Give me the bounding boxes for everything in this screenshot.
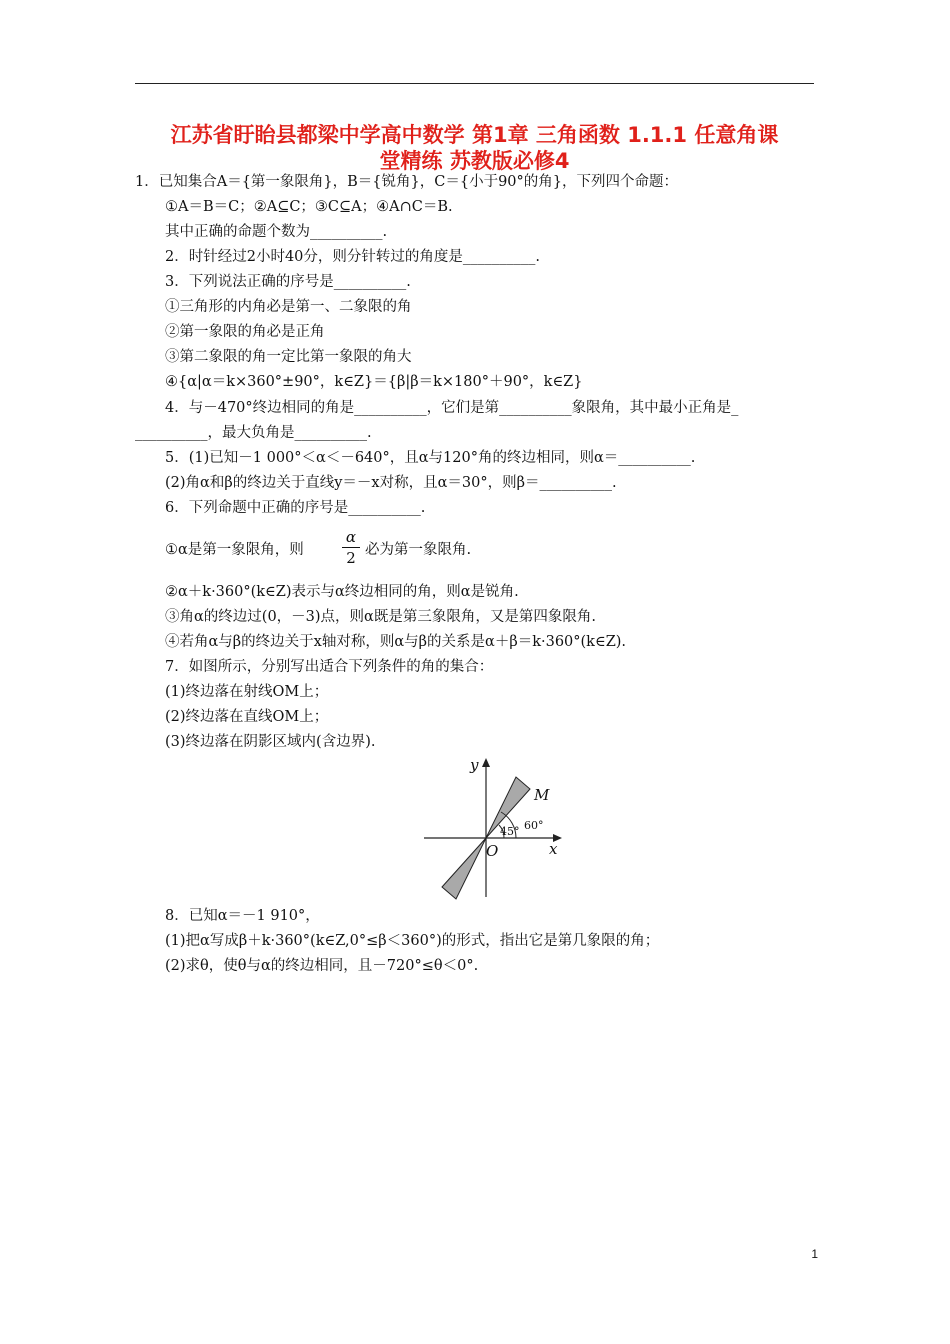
- header-rule: [135, 83, 814, 84]
- q4-stem-continued: __________，最大负角是__________.: [135, 425, 372, 441]
- q4-stem: 4．与－470°终边相同的角是__________，它们是第__________象限角，其中最小正角是_: [165, 400, 739, 416]
- angle-45-label: 45°: [500, 825, 520, 838]
- q8-stem: 8．已知α＝－1 910°，: [165, 908, 320, 924]
- q6-option-3: ③角α的终边过(0，－3)点，则α既是第三象限角，又是第四象限角.: [165, 609, 596, 625]
- q8-part-2: (2)求θ，使θ与α的终边相同，且－720°≤θ＜0°.: [165, 958, 479, 974]
- ray-m-label: M: [534, 786, 550, 804]
- q3-option-3: ③第二象限的角一定比第一象限的角大: [165, 349, 412, 365]
- alpha-over-two-fraction: [340, 528, 362, 567]
- q7-part-2: (2)终边落在直线OM上；: [165, 709, 329, 725]
- q2-stem: 2．时针经过2小时40分，则分针转过的角度是__________.: [165, 249, 541, 265]
- angle-60-label: 60°: [524, 819, 544, 832]
- fraction-bar: [342, 547, 360, 548]
- q6-option-1-end: 必为第一象限角.: [365, 542, 472, 558]
- q8-part-1: (1)把α写成β＋k·360°(k∈Z,0°≤β＜360°)的形式，指出它是第几象限的角；: [165, 933, 660, 949]
- y-axis-arrow-icon: [482, 758, 490, 767]
- q5-part-1: 5．(1)已知－1 000°＜α＜－640°，且α与120°角的终边相同，则α＝__________.: [165, 450, 696, 466]
- q1-propositions: ①A＝B＝C；②A⊆C；③C⊆A；④A∩C＝B.: [165, 199, 453, 215]
- lower-shaded-wedge: [442, 838, 486, 899]
- q1-stem: 1．已知集合A＝{第一象限角}，B＝{锐角}，C＝{小于90°的角}，下列四个命题：: [135, 174, 678, 190]
- q6-option-4: ④若角α与β的终边关于x轴对称，则α与β的关系是α＋β＝k·360°(k∈Z).: [165, 634, 627, 650]
- page-title-line-2: 堂精练 苏教版必修4: [379, 149, 570, 173]
- q3-stem: 3．下列说法正确的序号是__________.: [165, 274, 411, 290]
- q6-option-2: ②α＋k·360°(k∈Z)表示与α终边相同的角，则α是锐角.: [165, 584, 519, 600]
- q1-question: 其中正确的命题个数为__________.: [165, 224, 388, 240]
- q7-part-3: (3)终边落在阴影区域内(含边界).: [165, 734, 376, 750]
- y-axis-label: y: [470, 756, 479, 774]
- q3-option-1: ①三角形的内角必是第一、二象限的角: [165, 299, 412, 315]
- page-number: 1: [811, 1247, 818, 1261]
- angle-figure: [420, 752, 570, 900]
- q7-part-1: (1)终边落在射线OM上；: [165, 684, 329, 700]
- q3-option-4: ④{α|α＝k×360°±90°，k∈Z}＝{β|β＝k×180°＋90°，k∈Z}: [165, 374, 583, 390]
- q6-option-1-start: ①α是第一象限角，则: [165, 542, 304, 558]
- q7-stem: 7．如图所示，分别写出适合下列条件的角的集合：: [165, 659, 494, 675]
- q6-stem: 6．下列命题中正确的序号是__________.: [165, 500, 426, 516]
- page-title-line-1: 江苏省盱眙县都梁中学高中数学 第1章 三角函数 1.1.1 任意角课: [170, 123, 779, 147]
- q3-option-2: ②第一象限的角必是正角: [165, 324, 325, 340]
- fraction-numerator: α: [345, 528, 357, 546]
- origin-label: O: [486, 842, 499, 860]
- q5-part-2: (2)角α和β的终边关于直线y＝－x对称，且α＝30°，则β＝__________.: [165, 475, 617, 491]
- fraction-denominator: 2: [346, 549, 356, 567]
- x-axis-label: x: [549, 840, 558, 858]
